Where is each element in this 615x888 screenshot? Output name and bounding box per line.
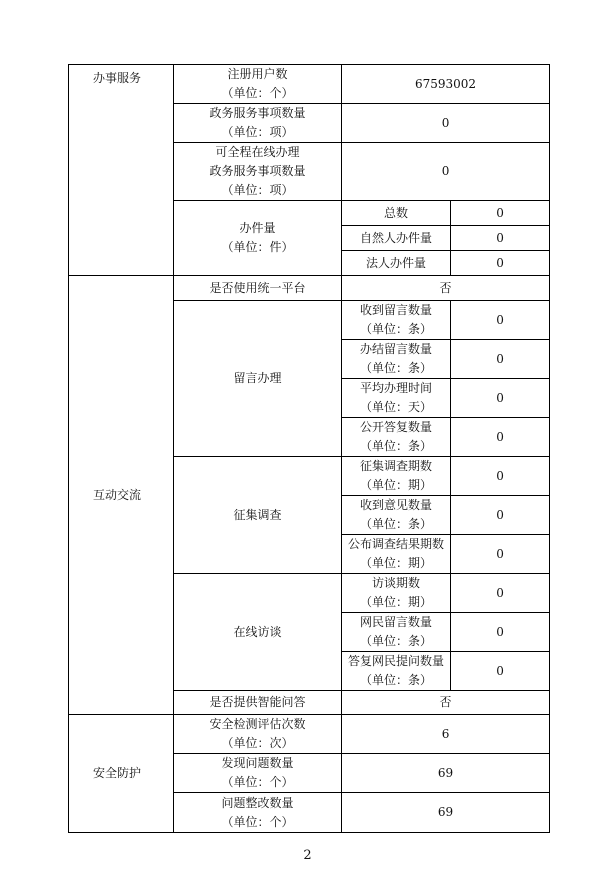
cases-natural-label: 自然人办件量	[342, 226, 451, 251]
cases-natural-value: 0	[451, 226, 550, 251]
category-interaction: 互动交流	[69, 276, 174, 715]
service-items-label: 政务服务事项数量 （单位：项）	[174, 104, 342, 143]
smart-qa-label: 是否提供智能问答	[174, 691, 342, 715]
messages-completed-label: 办结留言数量 （单位：条）	[342, 340, 451, 379]
messages-avg-time-label: 平均办理时间 （单位：天）	[342, 379, 451, 418]
interview-netizen-msgs-value: 0	[451, 613, 550, 652]
cases-total-value: 0	[451, 201, 550, 226]
unified-platform-label: 是否使用统一平台	[174, 276, 342, 301]
cases-legal-value: 0	[451, 251, 550, 276]
survey-label: 征集调查	[174, 457, 342, 574]
interview-periods-value: 0	[451, 574, 550, 613]
interview-answers-value: 0	[451, 652, 550, 691]
interview-netizen-msgs-label: 网民留言数量 （单位：条）	[342, 613, 451, 652]
survey-periods-label: 征集调查期数 （单位：期）	[342, 457, 451, 496]
issues-found-label: 发现问题数量 （单位：个）	[174, 754, 342, 793]
messages-received-value: 0	[451, 301, 550, 340]
messages-public-replies-value: 0	[451, 418, 550, 457]
issues-found-value: 69	[342, 754, 550, 793]
issues-fixed-label: 问题整改数量 （单位：个）	[174, 793, 342, 833]
survey-results-label: 公布调查结果期数 （单位：期）	[342, 535, 451, 574]
online-items-label: 可全程在线办理 政务服务事项数量 （单位：项）	[174, 143, 342, 201]
category-service: 办事服务	[69, 65, 174, 276]
survey-opinions-label: 收到意见数量 （单位：条）	[342, 496, 451, 535]
cases-legal-label: 法人办件量	[342, 251, 451, 276]
interview-label: 在线访谈	[174, 574, 342, 691]
messages-label: 留言办理	[174, 301, 342, 457]
registered-users-label: 注册用户数 （单位：个）	[174, 65, 342, 104]
messages-avg-time-value: 0	[451, 379, 550, 418]
report-table	[68, 64, 550, 833]
issues-fixed-value: 69	[342, 793, 550, 833]
unified-platform-value: 否	[342, 276, 550, 301]
cases-label: 办件量 （单位：件）	[174, 201, 342, 276]
interview-answers-label: 答复网民提问数量 （单位：条）	[342, 652, 451, 691]
cases-total-label: 总数	[342, 201, 451, 226]
evaluations-value: 6	[342, 715, 550, 754]
messages-public-replies-label: 公开答复数量 （单位：条）	[342, 418, 451, 457]
interview-periods-label: 访谈期数 （单位：期）	[342, 574, 451, 613]
survey-periods-value: 0	[451, 457, 550, 496]
page-number: 2	[303, 848, 312, 863]
survey-results-value: 0	[451, 535, 550, 574]
category-security: 安全防护	[69, 715, 174, 833]
survey-opinions-value: 0	[451, 496, 550, 535]
evaluations-label: 安全检测评估次数 （单位：次）	[174, 715, 342, 754]
smart-qa-value: 否	[342, 691, 550, 715]
registered-users-value: 67593002	[342, 65, 550, 104]
service-items-value: 0	[342, 104, 550, 143]
online-items-value: 0	[342, 143, 550, 201]
messages-received-label: 收到留言数量 （单位：条）	[342, 301, 451, 340]
messages-completed-value: 0	[451, 340, 550, 379]
